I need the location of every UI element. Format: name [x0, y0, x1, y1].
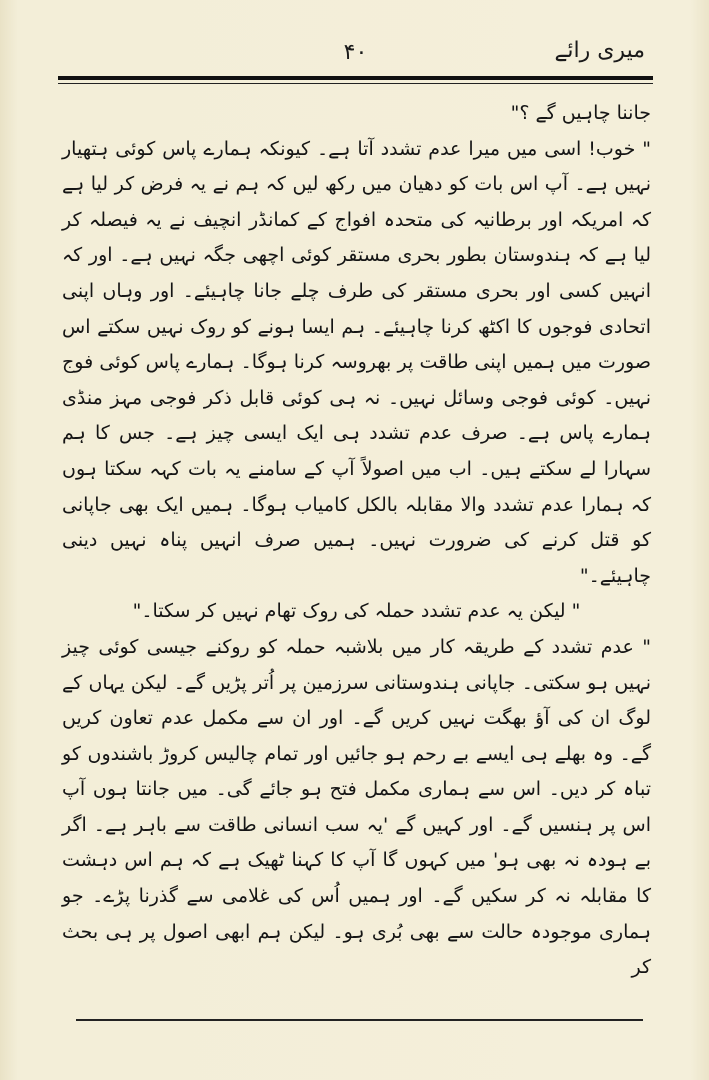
- header-rule-thin: [58, 83, 653, 84]
- running-title: میری رائے: [554, 38, 645, 63]
- body-text: [62, 96, 651, 986]
- paragraph-objection: " لیکن یہ عدم تشدد حملہ کی روک تھام نہیں کر سکتا۔": [132, 600, 581, 623]
- page-header: [60, 34, 651, 80]
- paragraph-response: " عدم تشدد کے طریقہ کار میں بلاشبہ حملہ کو روکنے جیسی کوئی چیز نہیں ہو سکتی۔ جاپانی ہندوستانی سرزمین پر اُتر پڑیں گے۔ لیکن یہاں کے لوگ ان کی آؤ بھگت نہیں کریں گے۔ اور ان سے مکمل عدم تعاون کریں گے۔ وہ بھلے ہی ایسے بے رحم ہو جائیں اور تمام چالیس کروڑ باشندوں کو تباہ کر دیں۔ اس سے ہماری مکمل فتح ہو جائے گی۔ میں جانتا ہوں آپ اس پر ہنسیں گے۔ اور کہیں گے 'یہ سب انسانی طاقت سے باہر ہے۔ اگر بے ہودہ نہ بھی ہو' میں کہوں گا آپ کا کہنا ٹھیک ہے کہ ہم اس دہشت کا مقابلہ نہ کر سکیں گے۔ اور ہمیں اُس کی غلامی سے گذرنا پڑے۔ جو ہماری موجودہ حالت سے بھی بُری ہو۔ لیکن ہم ابھی اصول پر ہی بحث کر: [62, 635, 651, 979]
- paragraph-question-end: جاننا چاہیں گے ؟": [510, 102, 651, 124]
- page-number: ۴۰: [343, 40, 368, 65]
- footer-rule: [76, 1019, 643, 1021]
- header-rule-thick: [58, 76, 653, 80]
- paragraph-nonviolence-argument: " خوب! اسی میں میرا عدم تشدد آتا ہے۔ کیونکہ ہمارے پاس کوئی ہتھیار نہیں ہے۔ آپ اس بات کو دھیان میں رکھ لیں کہ ہم نے یہ فرض کر لیا ہے کہ امریکہ اور برطانیہ کی متحدہ افواج کے کمانڈر انچیف نے یہ فیصلہ کر لیا ہے کہ ہندوستان بطور بحری مستقر کوئی اچھی جگہ نہیں ہے۔ اور کہ انہیں کسی اور بحری مستقر کی طرف چلے جانا چاہیئے۔ اور وہاں اپنی اتحادی فوجوں کا اکٹھ کرنا چاہیئے۔ ہم ایسا ہونے کو روک نہیں سکتے اس صورت میں ہمیں اپنی طاقت پر بھروسہ کرنا ہوگا۔ ہمارے پاس کوئی فوج نہیں۔ کوئی فوجی وسائل نہیں۔ نہ ہی کوئی قابل ذکر فوجی مہز منڈی ہمارے پاس ہے۔ صرف عدم تشدد ہی ایک ایسی چیز ہے۔ جس کا ہم سہارا لے سکتے ہیں۔ اب میں اصولاً آپ کے سامنے یہ بات کہہ سکتا ہوں کہ ہمارا عدم تشدد والا مقابلہ بالکل کامیاب ہوگا۔ ہمیں ایک بھی جاپانی کو قتل کرنے کی ضرورت نہیں۔ ہمیں صرف انہیں پناہ نہیں دینی چاہیئے۔": [62, 137, 651, 587]
